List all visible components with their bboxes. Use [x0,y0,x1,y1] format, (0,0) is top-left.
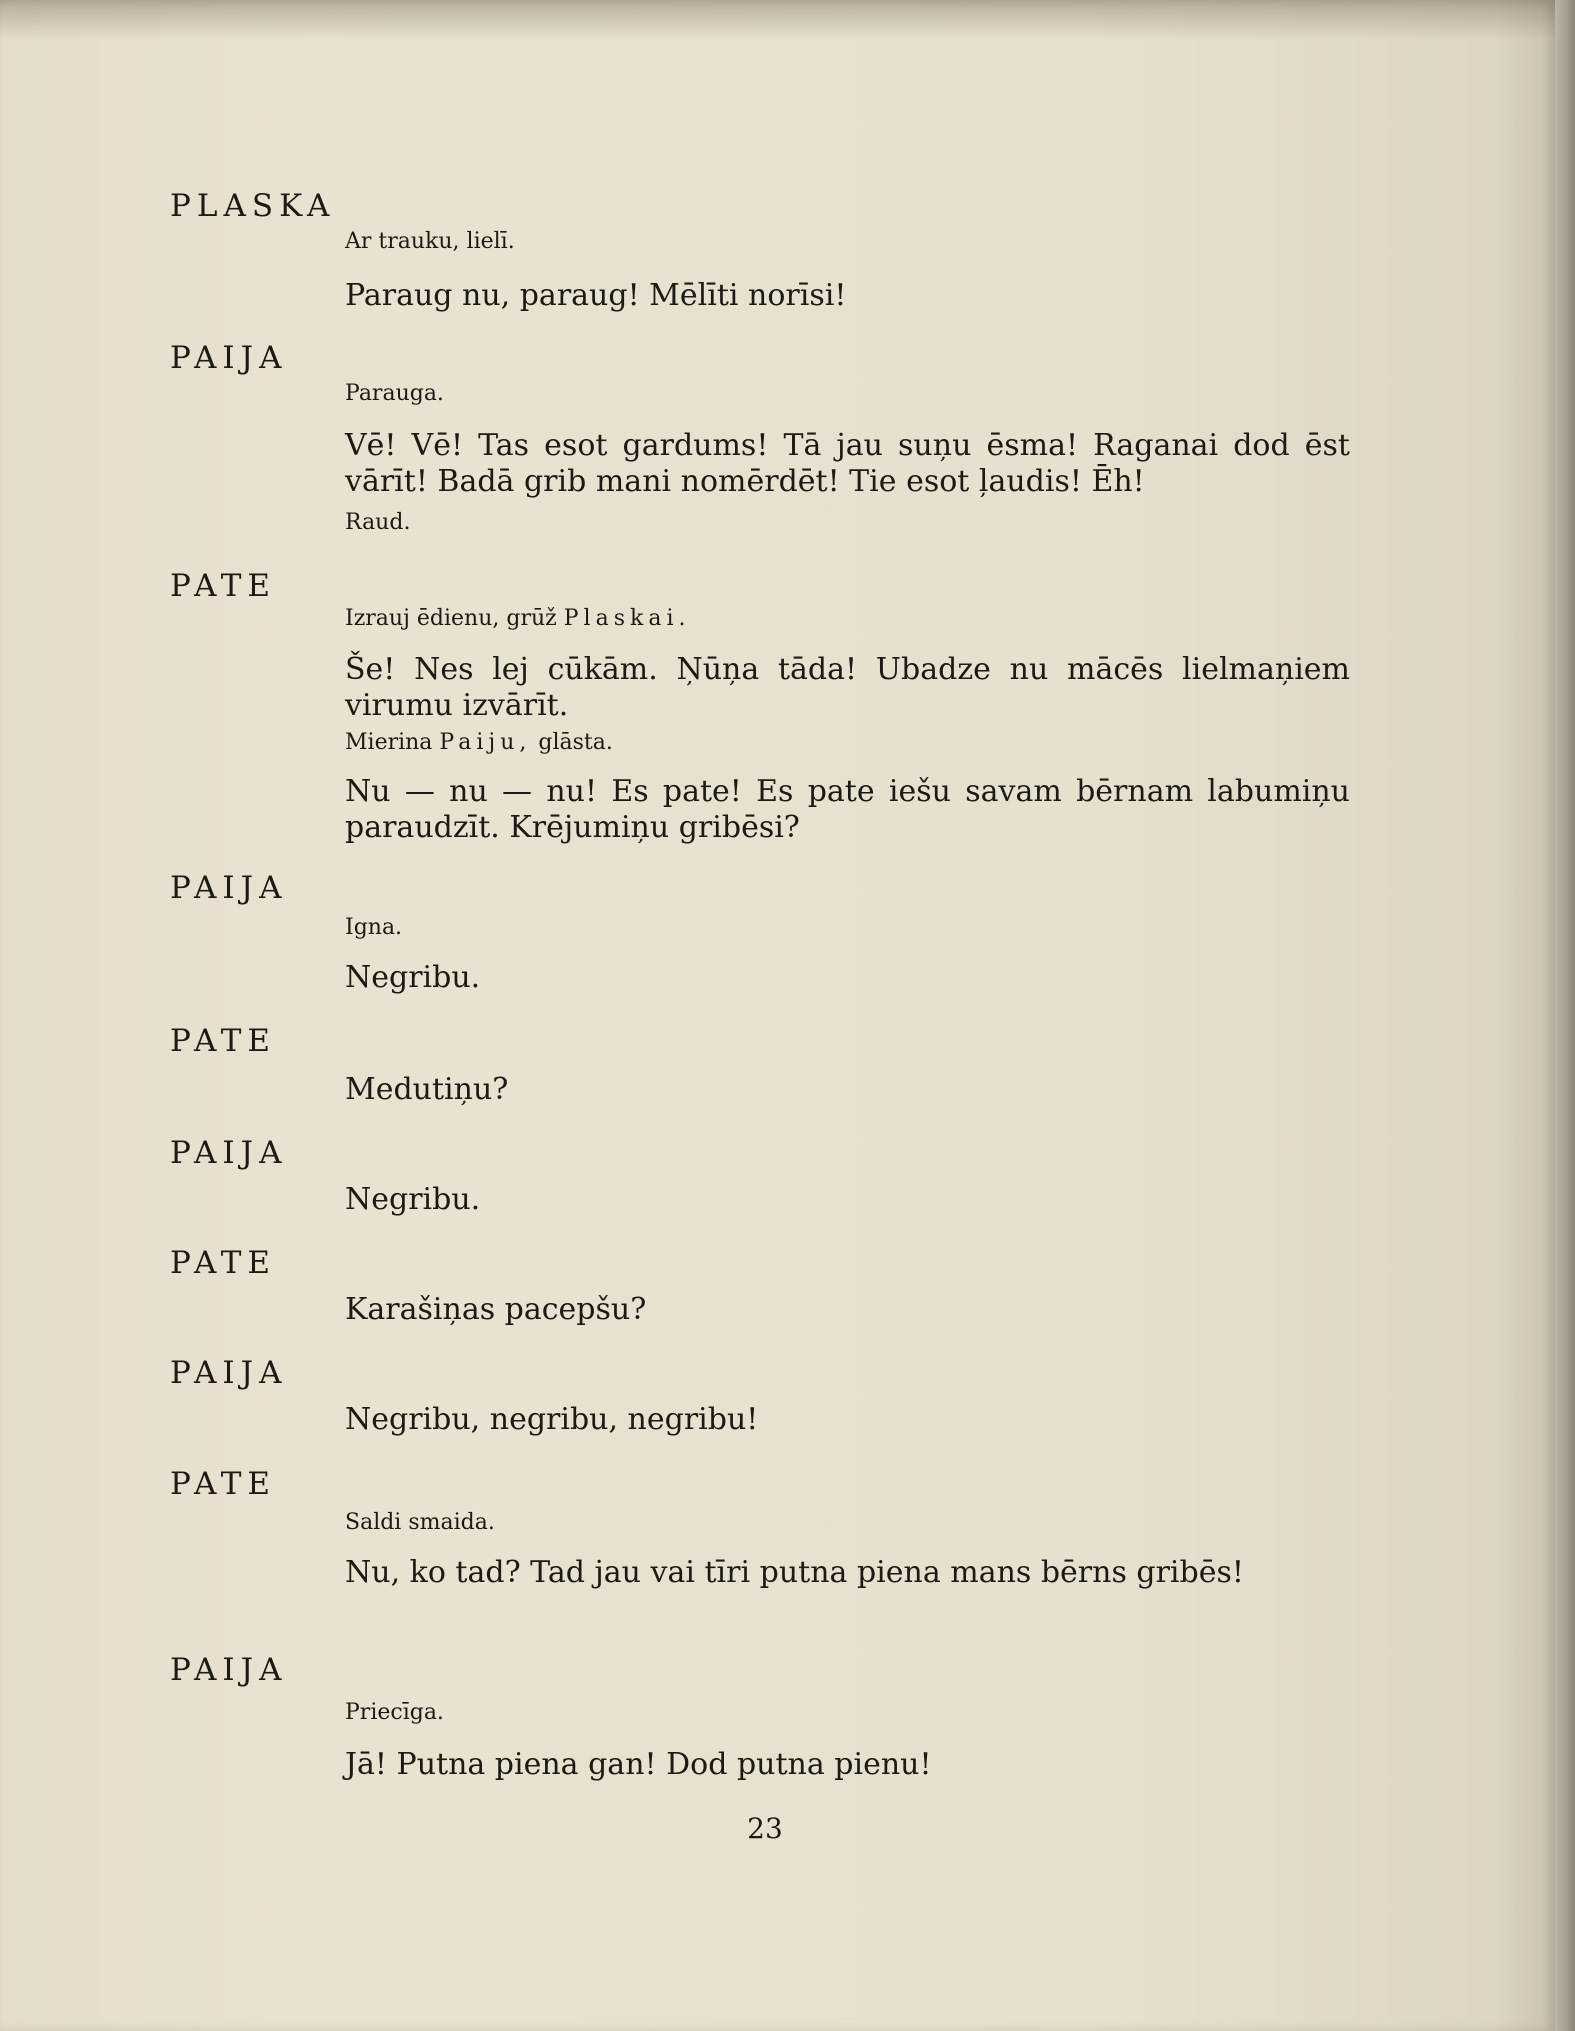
character-ref: Plaskai. [563,606,691,631]
speaker-name: PAIJA [170,1355,288,1391]
dialogue-line: Medutiņu? [345,1072,509,1107]
stage-direction [345,730,613,755]
character-ref: Paiju, [439,730,532,755]
stage-direction: Raud. [345,510,411,535]
speaker-name: PATE [170,1245,277,1281]
speaker-name: PAIJA [170,1135,288,1171]
stage-direction: Ar trauku, lielī. [345,229,515,254]
dialogue-line: Negribu. [345,1182,481,1217]
direction-text: glāsta. [538,730,613,755]
stage-direction: Saldi smaida. [345,1510,495,1535]
stage-direction: Igna. [345,915,403,940]
speaker-name: PATE [170,1466,277,1502]
dialogue-line: Negribu, negribu, negribu! [345,1402,759,1437]
speaker-name: PAIJA [170,870,288,906]
page-number: 23 [747,1812,783,1845]
dialogue-line: Še! Nes lej cūkām. Ņūņa tāda! Ubadze nu mācēs lielmaņiem virumu izvārīt. [345,652,1350,723]
speaker-name: PAIJA [170,1652,288,1688]
stage-direction [345,606,690,631]
speaker-name: PAIJA [170,340,288,376]
dialogue-line: Paraug nu, paraug! Mēlīti norīsi! [345,278,847,313]
dialogue-line: Karašiņas pacepšu? [345,1292,647,1327]
speaker-name: PLASKA [170,188,336,224]
book-edge [1555,0,1575,2031]
dialogue-line: Jā! Putna piena gan! Dod putna pienu! [345,1747,932,1782]
direction-text: Izrauj ēdienu, grūž [345,606,557,631]
dialogue-line: Nu, ko tad? Tad jau vai tīri putna piena mans bērns gribēs! [345,1555,1244,1590]
stage-direction: Parauga. [345,381,444,406]
speaker-name: PATE [170,568,277,604]
dialogue-line: Negribu. [345,960,481,995]
direction-text: Mierina [345,730,433,755]
dialogue-line: Vē! Vē! Tas esot gardums! Tā jau suņu ēsma! Raganai dod ēst vārīt! Badā grib mani nomērdēt! Tie esot ļaudis! Ēh! [345,428,1350,499]
dialogue-line: Nu — nu — nu! Es pate! Es pate iešu savam bērnam labumiņu paraudzīt. Krējumiņu gribēsi? [345,774,1350,845]
stage-direction: Priecīga. [345,1700,444,1725]
speaker-name: PATE [170,1023,277,1059]
page-top-shadow [0,0,1555,40]
